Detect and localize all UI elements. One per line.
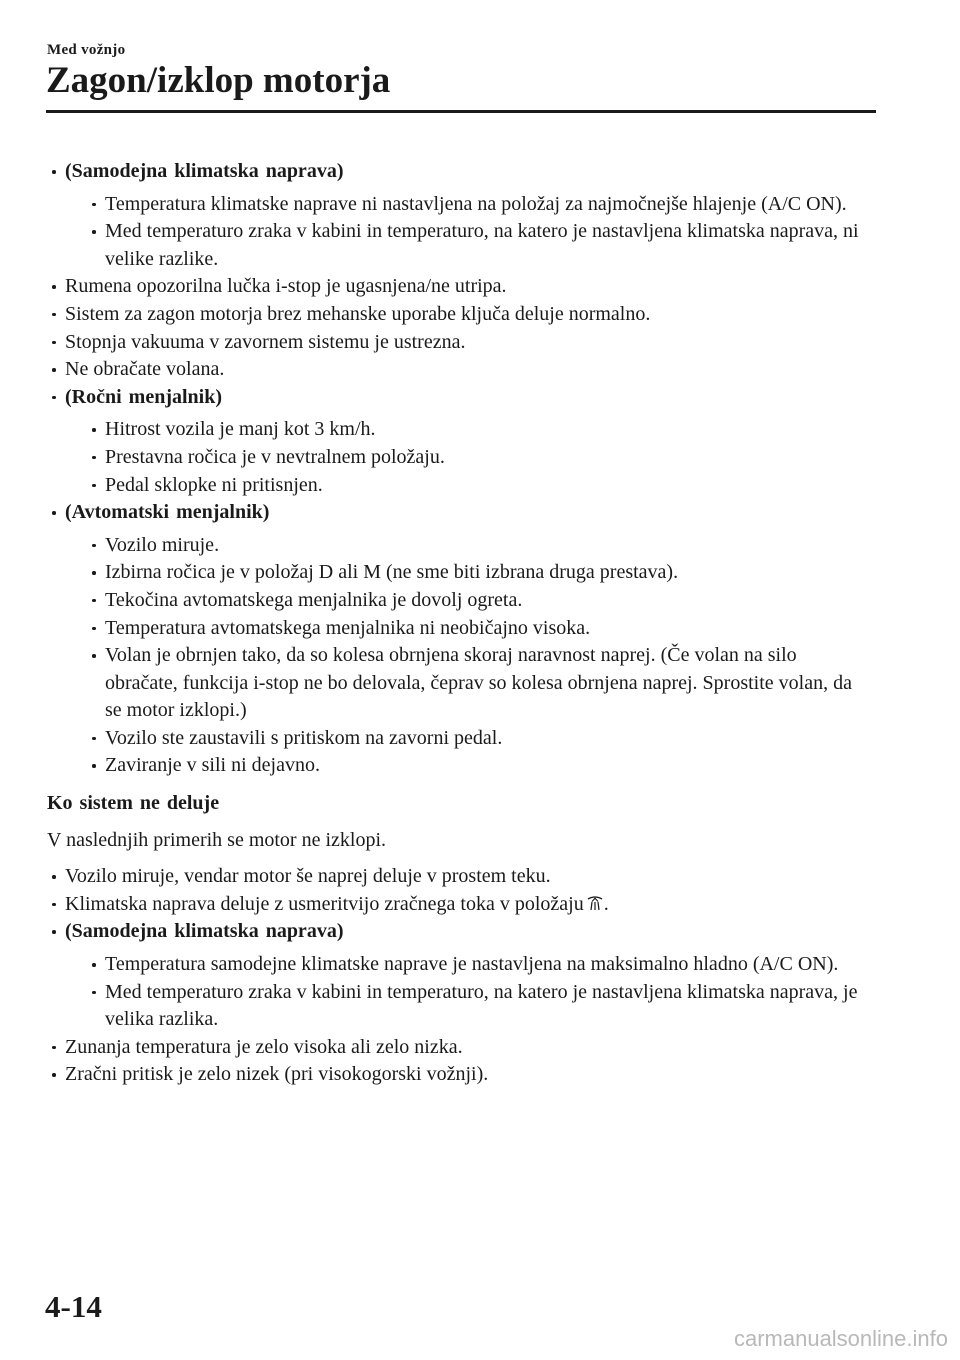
bullet-icon — [92, 654, 96, 658]
bullet-icon — [92, 571, 96, 575]
list-item — [47, 384, 869, 499]
list-item-text: Izbirna ročica je v položaj D ali M (ne sme biti izbrana druga prestava). — [105, 561, 679, 584]
list-item-text: Vozilo ste zaustavili s pritiskom na zavorni pedal. — [105, 726, 503, 749]
sub-list — [65, 191, 869, 274]
bullet-icon — [92, 456, 96, 460]
bullet-icon — [52, 341, 56, 345]
list-item — [47, 273, 869, 301]
list-item-text: Rumena opozorilna lučka i-stop je ugasnjena/ne utripa. — [65, 275, 507, 298]
list-item-heading: (Samodejna klimatska naprava) — [65, 160, 344, 182]
list-item-text: Vozilo miruje. — [105, 533, 220, 556]
title-rule — [46, 110, 876, 113]
list-item-text: Temperatura samodejne klimatske naprave je nastavljena na maksimalno hladno (A/C ON). — [105, 953, 839, 976]
sub-list-item — [65, 615, 869, 643]
list-item-text: Sistem za zagon motorja brez mehanske uporabe ključa deluje normalno. — [65, 302, 651, 325]
bullet-icon — [92, 544, 96, 548]
list-item-text: Zračni pritisk je zelo nizek (pri visokogorski vožnji). — [65, 1063, 489, 1086]
list-item-text: Med temperaturo zraka v kabini in temperaturo, na katero je nastavljena klimatska naprava, je velika razlika. — [105, 980, 858, 1031]
list-item — [47, 356, 869, 384]
bullet-icon — [52, 285, 56, 289]
sub-list-item — [65, 752, 869, 780]
list-item-text: Temperatura avtomatskega menjalnika ni neobičajno visoka. — [105, 616, 591, 639]
list-item — [47, 863, 869, 891]
sub-list-item — [65, 532, 869, 560]
list-item-heading: (Avtomatski menjalnik) — [65, 501, 270, 524]
list-item-text: Volan je obrnjen tako, da so kolesa obrnjena skoraj naravnost naprej. (Če volan na silo obračate, funkcija i-stop ne bo delovala, čeprav so kolesa obrnjena naprej. Sprostite volan, da se motor izklopi.) — [105, 644, 852, 722]
sub-list-item — [65, 979, 869, 1034]
list-item-heading: (Ročni menjalnik) — [65, 385, 222, 408]
list-item-text: Temperatura klimatske naprave ni nastavljena na položaj za najmočnejše hlajenje (A/C ON). — [105, 192, 847, 215]
conditions-list — [47, 158, 869, 780]
page-title: Zagon/izklop motorja — [46, 60, 391, 101]
bullet-icon — [52, 1046, 56, 1050]
bullet-icon — [52, 170, 56, 174]
exceptions-list — [47, 863, 869, 1089]
bullet-icon — [52, 903, 56, 907]
bullet-icon — [52, 875, 56, 879]
list-item-suffix: . — [603, 892, 609, 915]
bullet-icon — [92, 428, 96, 432]
sub-list-item — [65, 559, 869, 587]
list-item-text: Zaviranje v sili ni dejavno. — [105, 754, 320, 777]
bullet-icon — [52, 930, 56, 934]
page-number: 4-14 — [45, 1289, 102, 1324]
sub-list-item — [65, 444, 869, 472]
list-item-text: Prestavna ročica je v nevtralnem položaju. — [105, 445, 445, 468]
defroster-icon — [587, 892, 603, 908]
bullet-icon — [52, 396, 56, 400]
sub-list — [65, 416, 869, 499]
bullet-icon — [92, 599, 96, 603]
sub-list-item — [65, 587, 869, 615]
list-item-text: Vozilo miruje, vendar motor še naprej deluje v prostem teku. — [65, 865, 551, 888]
section-intro: V naslednjih primerih se motor ne izklopi. — [47, 828, 387, 851]
sub-list — [65, 532, 869, 780]
bullet-icon — [92, 484, 96, 488]
content — [47, 158, 869, 1089]
sub-list-item — [65, 725, 869, 753]
list-item — [47, 891, 869, 919]
bullet-icon — [92, 991, 96, 995]
sub-list-item — [65, 642, 869, 725]
sub-list — [65, 951, 869, 1034]
bullet-icon — [92, 230, 96, 234]
sub-list-item — [65, 416, 869, 444]
sub-list-item — [65, 472, 869, 500]
list-item-text: Zunanja temperatura je zelo visoka ali zelo nizka. — [65, 1035, 463, 1058]
watermark: carmanualsonline.info — [733, 1326, 948, 1351]
bullet-icon — [52, 368, 56, 372]
list-item — [47, 918, 869, 1033]
bullet-icon — [52, 1073, 56, 1077]
list-item — [47, 158, 869, 273]
list-item — [47, 329, 869, 357]
list-item — [47, 1034, 869, 1062]
bullet-icon — [52, 313, 56, 317]
section-label: Med vožnjo — [47, 42, 126, 58]
list-item — [47, 499, 869, 780]
bullet-icon — [92, 764, 96, 768]
sub-list-item — [65, 951, 869, 979]
list-item-heading: (Samodejna klimatska naprava) — [65, 920, 344, 943]
list-item — [47, 1061, 869, 1089]
list-item-text: Pedal sklopke ni pritisnjen. — [105, 473, 323, 496]
list-item-text: Med temperaturo zraka v kabini in temperaturo, na katero je nastavljena klimatska naprava, ni velike razlike. — [105, 220, 859, 270]
list-item — [47, 301, 869, 329]
sub-list-item — [65, 191, 869, 219]
bullet-icon — [92, 963, 96, 967]
list-item-text: Ne obračate volana. — [65, 358, 225, 381]
bullet-icon — [92, 737, 96, 741]
bullet-icon — [92, 203, 96, 207]
list-item-text: Hitrost vozila je manj kot 3 km/h. — [105, 418, 376, 441]
list-item-text: Tekočina avtomatskega menjalnika je dovolj ogreta. — [105, 588, 523, 611]
list-item-text: Klimatska naprava deluje z usmeritvijo zračnega toka v položaju — [65, 892, 584, 915]
bullet-icon — [92, 627, 96, 631]
list-item-text: Stopnja vakuuma v zavornem sistemu je ustrezna. — [65, 330, 466, 353]
sub-list-item — [65, 218, 869, 273]
section-heading: Ko sistem ne deluje — [47, 792, 220, 815]
bullet-icon — [52, 511, 56, 515]
